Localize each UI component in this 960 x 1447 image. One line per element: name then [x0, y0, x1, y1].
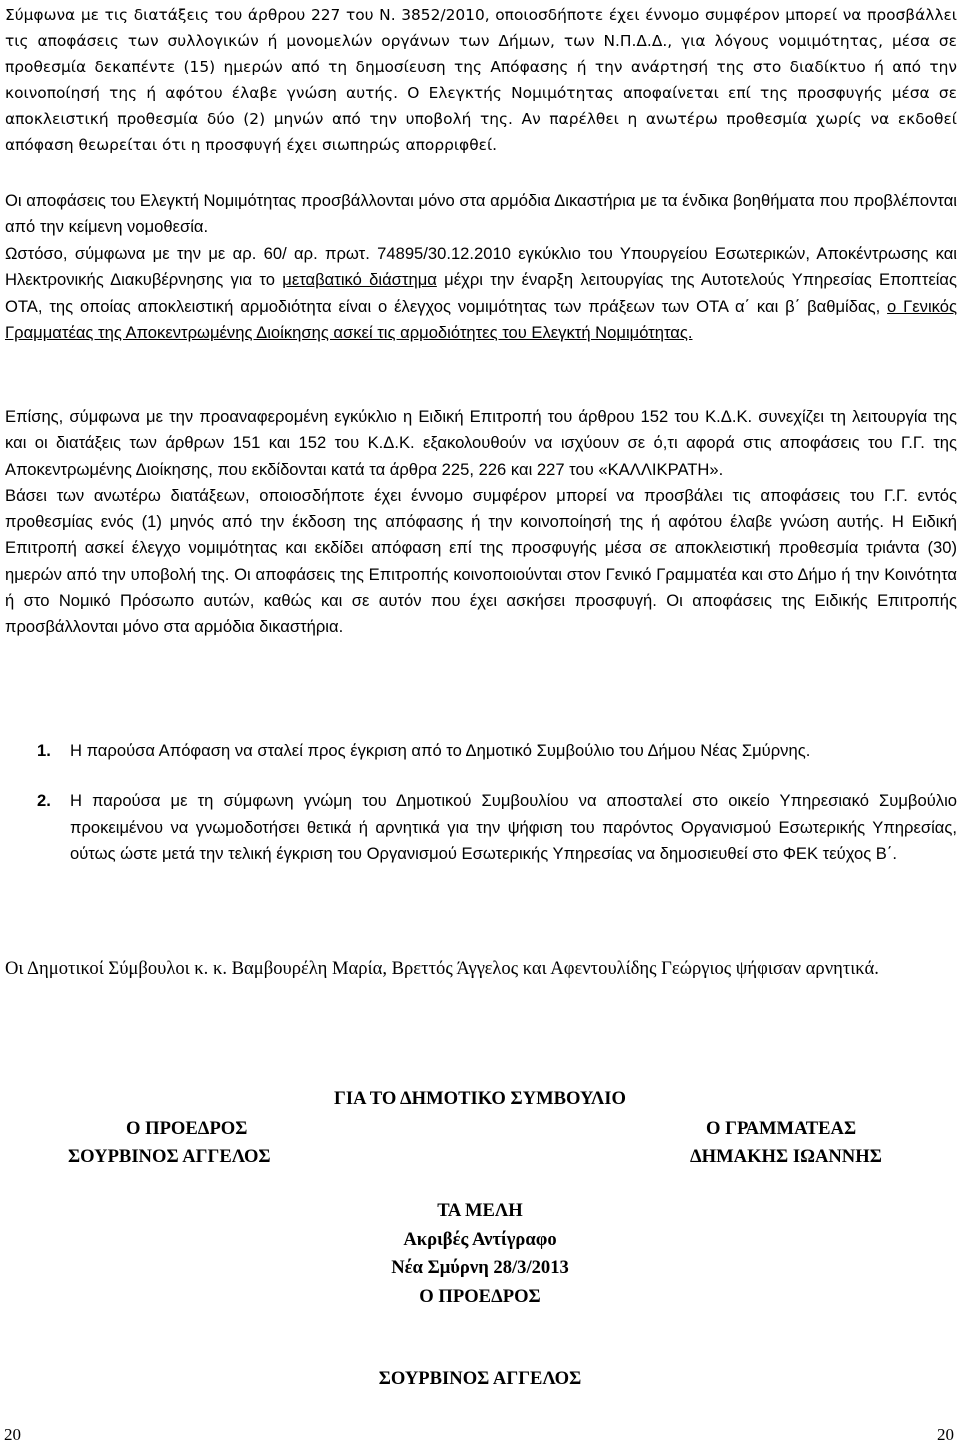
president-title: Ο ΠΡΟΕΔΡΟΣ	[126, 1118, 248, 1139]
page-number-right: 20	[937, 1425, 954, 1444]
president-title-2: Ο ΠΡΟΕΔΡΟΣ	[419, 1286, 541, 1307]
list-item-number: 1.	[37, 741, 51, 760]
secretary-name: ΔΗΜΑΚΗΣ ΙΩΑΝΝΗΣ	[690, 1146, 882, 1167]
list-item	[0, 738, 957, 764]
paragraph-courts: Οι αποφάσεις του Ελεγκτή Νομιμότητας προσβάλλονται μόνο στα αρμόδια Δικαστήρια με τα ένδικα βοηθήματα που προβλέπονται από την κείμενη νομοθεσία.	[5, 191, 957, 237]
underlined-secretary-general: ο Γενικός Γραμματέας της Αποκεντρωμένης Διοίκησης ασκεί τις αρμοδιότητες του Ελεγκτή Νομιμότητας.	[5, 296, 957, 343]
list-item-number: 2.	[37, 791, 51, 811]
members-label: ΤΑ ΜΕΛΗ	[437, 1200, 523, 1221]
list-item-text: Η παρούσα Απόφαση να σταλεί προς έγκριση από το Δημοτικό Συμβούλιο του Δήμου Νέας Σμύρνης.	[70, 741, 811, 760]
president-name: ΣΟΥΡΒΙΝΟΣ ΑΓΓΕΛΟΣ	[68, 1146, 271, 1167]
special-committee-block	[5, 404, 957, 641]
secretary-title: Ο ΓΡΑΜΜΑΤΕΑΣ	[706, 1118, 857, 1139]
paragraph-transitional-text-2: μέχρι την έναρξη λειτουργίας της Αυτοτελούς Υπηρεσίας Εποπτείας ΟΤΑ, της οποίας αποκλειστική αρμοδιότητα είναι ο έλεγχος νομιμότητας των πράξεων των ΟΤΑ α΄ και β΄ βαθμίδας,	[5, 270, 957, 316]
paragraph-special-committee: Επίσης, σύμφωνα με την προαναφερομένη εγκύκλιο η Ειδική Επιτροπή του άρθρου 152 του Κ.Δ.Κ. συνεχίζει τη λειτουργία της και οι διατάξεις των άρθρων 151 και 152 του Κ.Δ.Κ. εξακολουθούν να ισχύουν σε ό,τι αφορά στις αποφάσεις του Γ.Γ. της Αποκεντρωμένης Διοίκησης, που εκδίδονται κατά τα άρθρα 225, 226 και 227 του «ΚΑΛΛΙΚΡΑΤΗ».	[5, 407, 957, 479]
paragraph-appeal-rights: Σύμφωνα με τις διατάξεις του άρθρου 227 του Ν. 3852/2010, οποιοσδήποτε έχει έννομο συμφέρον μπορεί να προσβάλλει τις αποφάσεις των συλλογικών ή μονομελών οργάνων των Δήμων, των Ν.Π.Δ.Δ., για λόγους νομιμότητας, μέσα σε προθεσμία δεκαπέντε (15) ημερών από τη δημοσίευση της Απόφασης ή την ανάρτησή της στο διαδίκτυο ή από την κοινοποίησή της ή αφότου έλαβε γνώση αυτής. Ο Ελεγκτής Νομιμότητας αποφαίνεται επί της προσφυγής μέσα σε αποκλειστική προθεσμία δύο (2) μηνών από την υποβολή της. Αν παρέλθει η ανωτέρω προθεσμία χωρίς να εκδοθεί απόφαση θεωρείται ότι η προσφυγή έχει σιωπηρώς απορριφθεί.	[5, 6, 957, 154]
underlined-transitional-period: μεταβατικό διάστημα	[282, 270, 437, 290]
paragraph-appeal-procedure: Βάσει των ανωτέρω διατάξεων, οποιοσδήποτε έχει έννομο συμφέρον μπορεί να προσβάλει τις αποφάσεις του Γ.Γ. εντός προθεσμίας ενός (1) μηνός από την έκδοση της απόφασης ή την κοινοποίησή της ή αφότου έλαβε γνώση αυτής. Η Ειδική Επιτροπή ασκεί έλεγχο νομιμότητας και εκδίδει απόφαση επί της προσφυγής μέσα σε αποκλειστική προθεσμία τριάντα (30) ημερών από την υποβολή της. Οι αποφάσεις της Επιτροπής κοινοποιούνται στον Γενικό Γραμματέα και στο Δήμο ή την Κοινότητα ή στο Νομικό Πρόσωπο αυτών, καθώς και σε αυτόν που έχει ασκήσει προσφυγή. Οι αποφάσεις της Ειδικής Επιτροπής προσβάλλονται μόνο στα αρμόδια δικαστήρια.	[5, 485, 957, 637]
page-number-left: 20	[4, 1425, 21, 1444]
votes-statement: Οι Δημοτικοί Σύμβουλοι κ. κ. Βαμβουρέλη Μαρία, Βρεττός Άγγελος και Αφεντουλίδης Γεώργιος ψήφισαν αρνητικά.	[5, 958, 879, 979]
decision-list	[0, 738, 957, 868]
president-name-2: ΣΟΥΡΒΙΝΟΣ ΑΓΓΕΛΟΣ	[378, 1368, 582, 1389]
paragraph-transitional-text-1: Ωστόσο, σύμφωνα με την με αρ. 60/ αρ. πρωτ. 74895/30.12.2010 εγκύκλιο του Υπουργείου Εσωτερικών, Αποκέντρωσης και Ηλεκτρονικής Διακυβέρνησης για το	[5, 243, 957, 290]
place-date: Νέα Σμύρνη 28/3/2013	[391, 1257, 569, 1278]
legal-text-block	[5, 188, 957, 346]
list-item	[0, 788, 957, 867]
true-copy-label: Ακριβές Αντίγραφο	[403, 1229, 557, 1250]
paragraph-transitional	[5, 241, 957, 347]
list-item-text: Η παρούσα με τη σύμφωνη γνώμη του Δημοτικού Συμβουλίου να αποσταλεί στο οικείο Υπηρεσιακό Συμβούλιο προκειμένου να γνωμοδοτήσει θετικά ή αρνητικά για την ψήφιση του παρόντος Οργανισμού Εσωτερικής Υπηρεσίας, ούτως ώστε μετά την τελική έγκριση του Οργανισμού Εσωτερικής Υπηρεσίας να δημοσιευθεί στο ΦΕΚ τεύχος Β΄.	[70, 791, 957, 864]
council-heading: ΓΙΑ ΤΟ ΔΗΜΟΤΙΚΟ ΣΥΜΒΟΥΛΙΟ	[334, 1088, 626, 1109]
